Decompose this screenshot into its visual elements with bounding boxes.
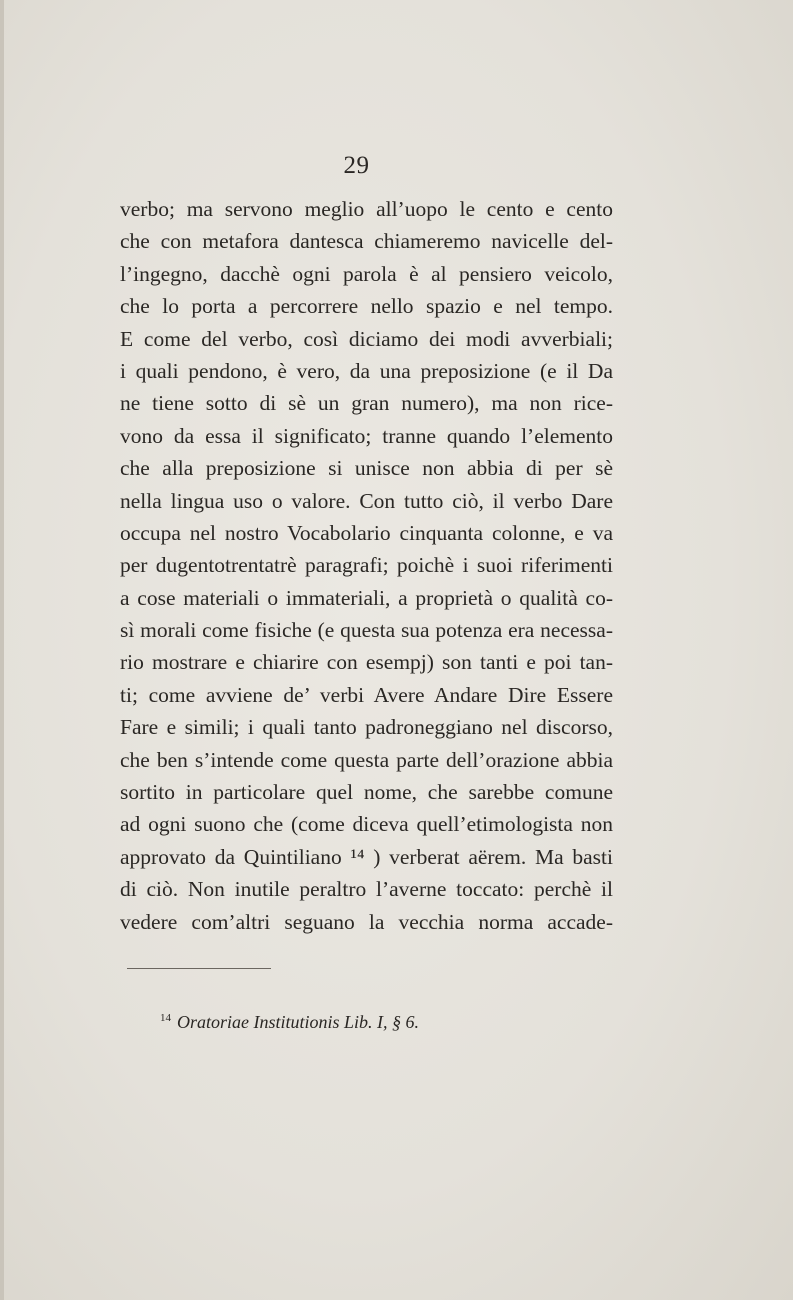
text-line: rio mostrare e chiarire con esempj) son tanti e poi tan- xyxy=(120,650,613,675)
text-line: ne tiene sotto di sè un gran numero), ma non rice- xyxy=(120,391,613,416)
footnote-text: Oratoriae Institutionis Lib. I, § 6. xyxy=(177,1012,420,1032)
text-line: a cose materiali o immateriali, a proprietà o qualità co- xyxy=(120,585,613,610)
footnote-marker: 14 xyxy=(160,1012,171,1024)
footnote-rule xyxy=(127,968,271,969)
text-line: l’ingegno, dacchè ogni parola è al pensiero veicolo, xyxy=(120,261,613,286)
text-line: i quali pendono, è vero, da una preposizione (e il Da xyxy=(120,358,613,383)
text-line: E come del verbo, così diciamo dei modi avverbiali; xyxy=(120,326,613,351)
body-text xyxy=(120,193,613,938)
text-line: che lo porta a percorrere nello spazio e nel tempo. xyxy=(120,294,613,319)
page-edge xyxy=(0,0,4,1300)
text-line: che alla preposizione si unisce non abbia di per sè xyxy=(120,456,613,481)
text-line: sortito in particolare quel nome, che sarebbe comune xyxy=(120,780,613,805)
text-line: Fare e simili; i quali tanto padroneggiano nel discorso, xyxy=(120,715,613,740)
text-line: vono da essa il significato; tranne quando l’elemento xyxy=(120,423,613,448)
text-line: che ben s’intende come questa parte dell’orazione abbia xyxy=(120,747,613,772)
text-line: che con metafora dantesca chiameremo navicelle del- xyxy=(120,229,613,254)
footnote xyxy=(160,1012,419,1033)
text-line: vedere com’altri seguano la vecchia norma accade- xyxy=(120,909,613,934)
text-line: verbo; ma servono meglio all’uopo le cento e cento xyxy=(120,197,613,221)
text-line: di ciò. Non inutile peraltro l’averne toccato: perchè il xyxy=(120,877,613,902)
text-line: occupa nel nostro Vocabolario cinquanta colonne, e va xyxy=(120,520,613,545)
text-line: ad ogni suono che (come diceva quell’etimologista non xyxy=(120,812,613,837)
text-line: ti; come avviene de’ verbi Avere Andare Dire Essere xyxy=(120,682,613,707)
text-line: sì morali come fisiche (e questa sua potenza era necessa- xyxy=(120,618,613,643)
page-number: 29 xyxy=(343,152,370,179)
text-line: nella lingua uso o valore. Con tutto ciò, il verbo Dare xyxy=(120,488,613,513)
text-line: per dugentotrentatrè paragrafi; poichè i suoi riferimenti xyxy=(120,553,613,578)
text-line: approvato da Quintiliano ¹⁴ ) verberat aërem. Ma basti xyxy=(120,844,613,869)
